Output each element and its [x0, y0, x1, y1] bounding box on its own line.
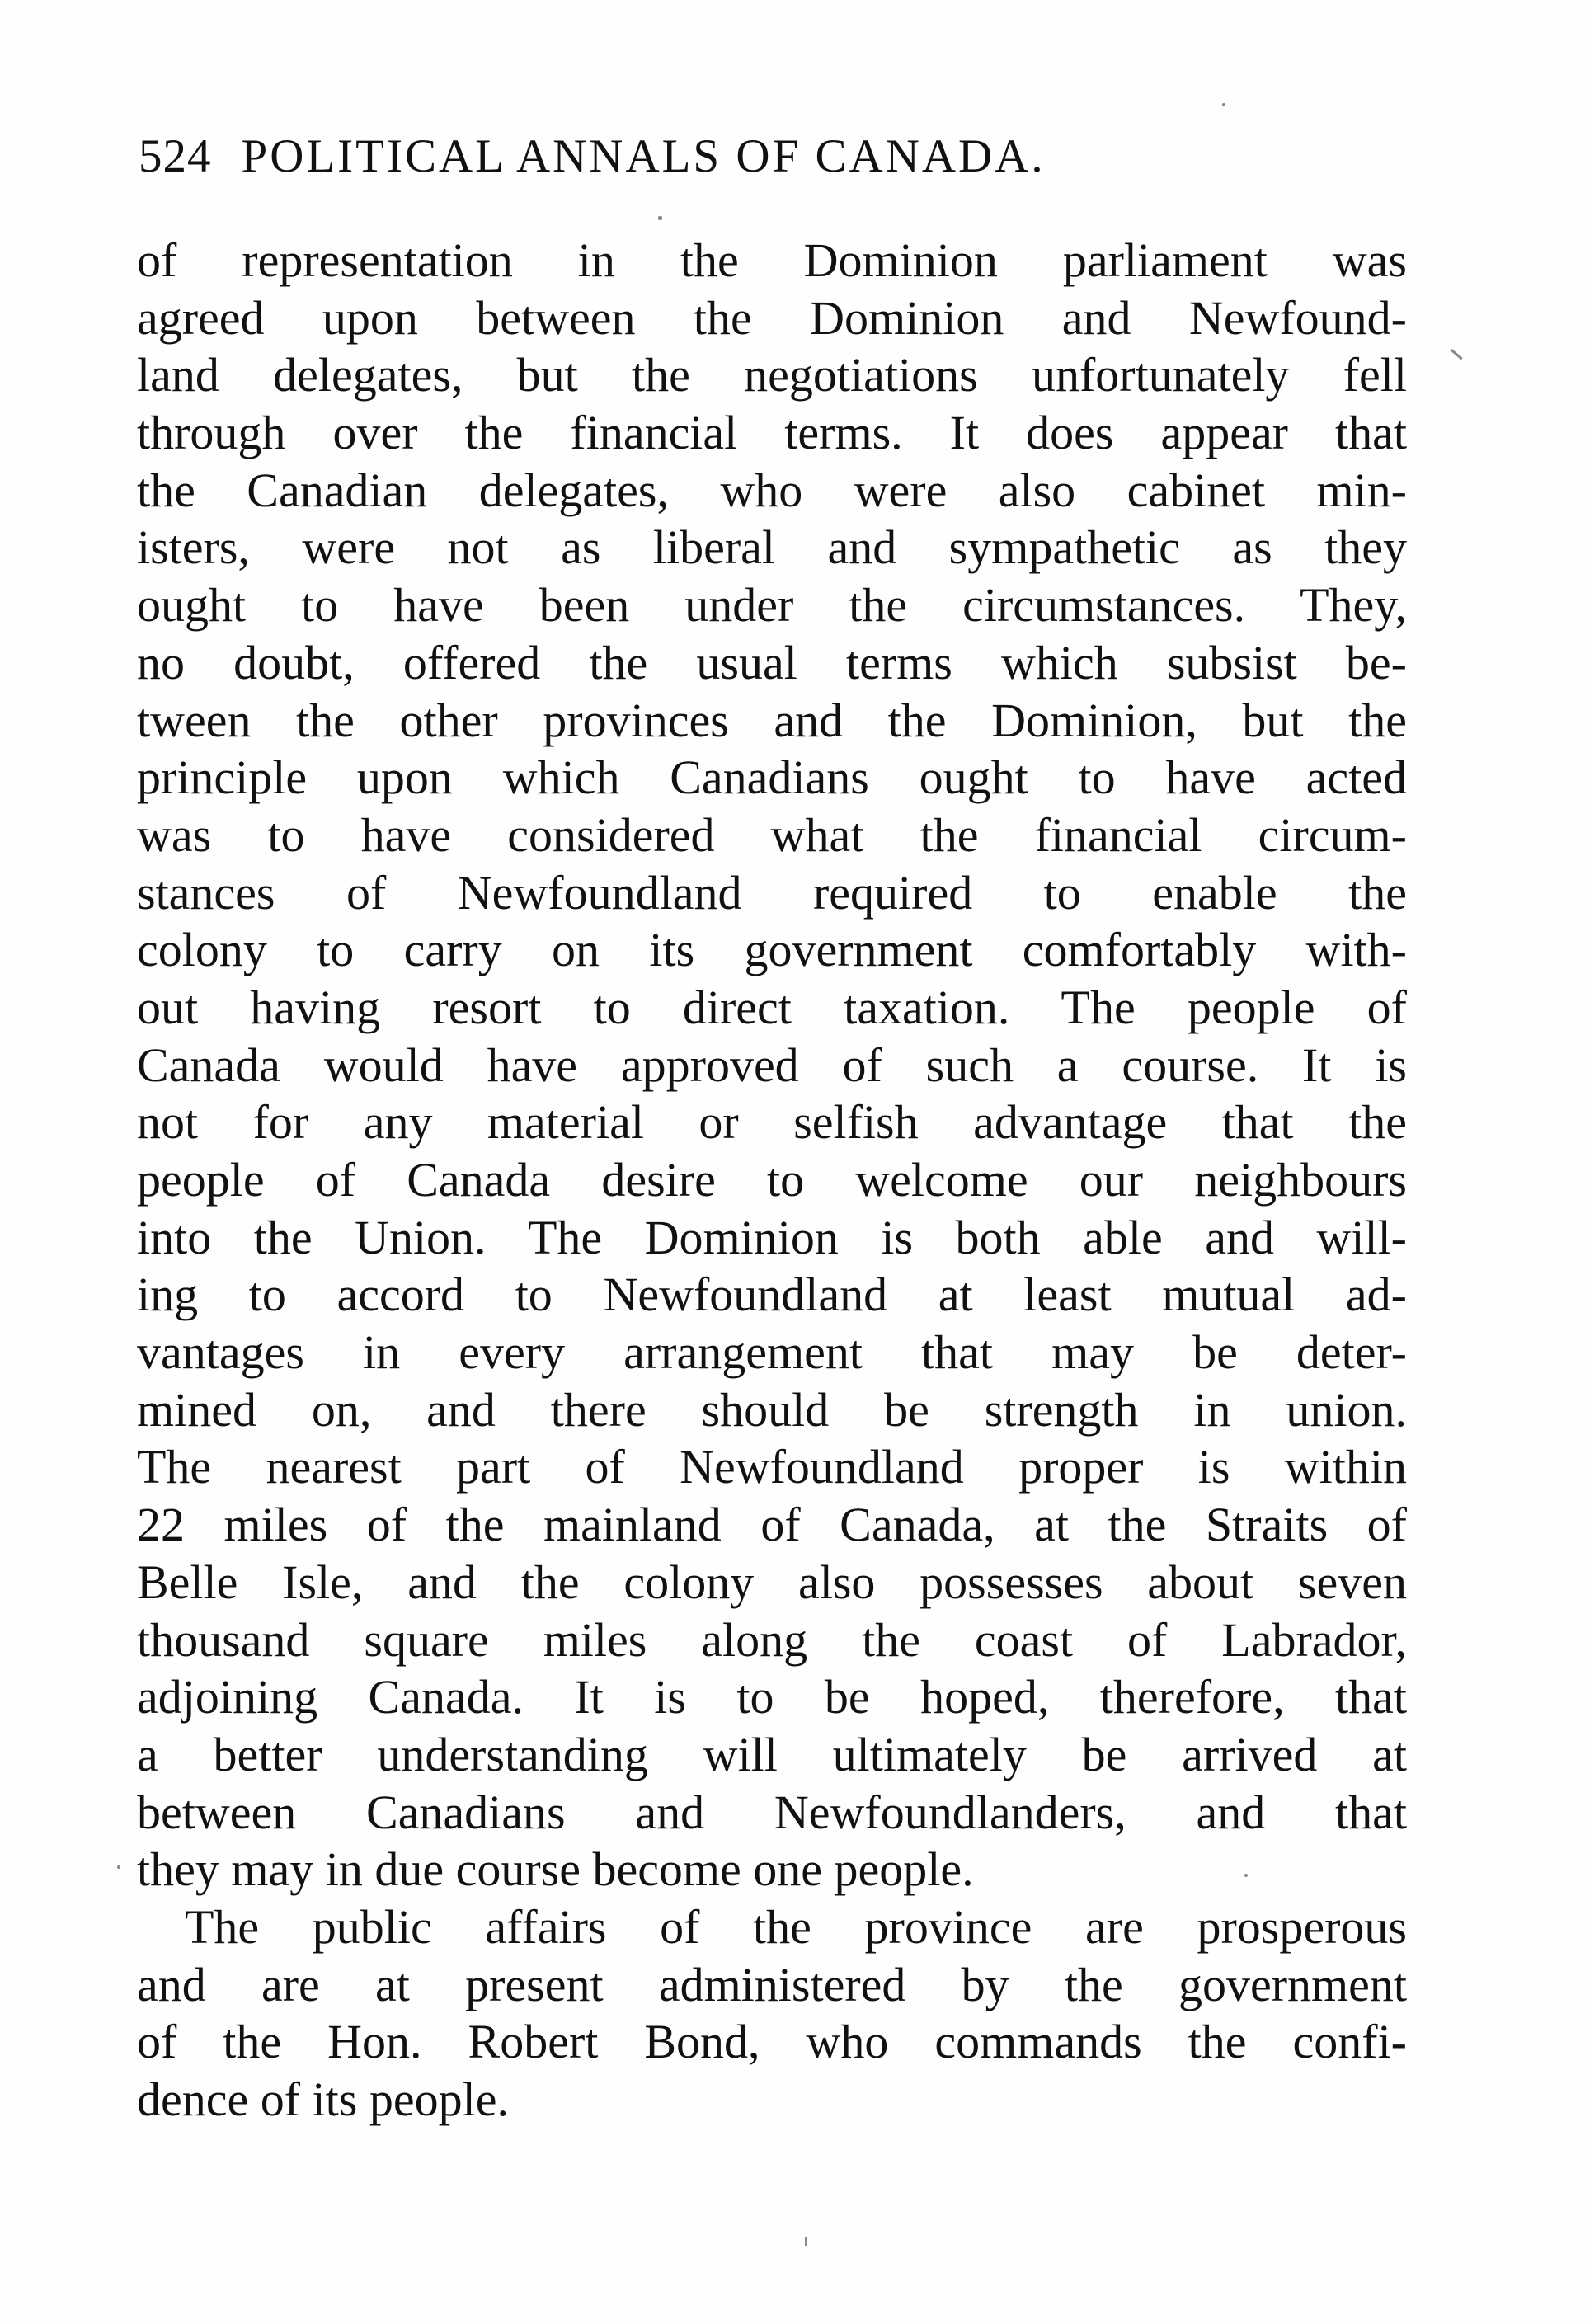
text-line: tween the other provinces and the Dominion, but the	[137, 693, 1407, 747]
text-line: dence of its people.	[137, 2072, 509, 2126]
text-line: through over the financial terms. It does appear that	[137, 406, 1407, 460]
text-line: mined on, and there should be strength in union.	[137, 1382, 1407, 1437]
text-line: people of Canada desire to welcome our neighbours	[137, 1153, 1407, 1207]
scan-speck	[117, 1865, 120, 1869]
running-head	[139, 124, 1409, 190]
scan-speck	[805, 2237, 807, 2246]
text-line: of the Hon. Robert Bond, who commands the confi-	[137, 2015, 1407, 2069]
text-line: not for any material or selfish advantage that the	[137, 1095, 1407, 1150]
text-line: out having resort to direct taxation. The people of	[137, 980, 1407, 1034]
running-title: POLITICAL ANNALS OF CANADA.	[241, 130, 1046, 182]
scan-speck	[1450, 349, 1463, 360]
text-line: of representation in the Dominion parliament was	[137, 233, 1407, 287]
text-line: principle upon which Canadians ought to have acted	[137, 750, 1407, 805]
text-line: the Canadian delegates, who were also cabinet min-	[137, 463, 1407, 517]
text-line: thousand square miles along the coast of Labrador,	[137, 1612, 1407, 1667]
text-line: ing to accord to Newfoundland at least mutual ad-	[137, 1268, 1407, 1322]
paragraph-1	[137, 232, 1407, 1898]
text-line: was to have considered what the financial circum-	[137, 807, 1407, 862]
body-text	[137, 232, 1407, 2129]
text-line: stances of Newfoundland required to enable the	[137, 865, 1407, 920]
text-line: colony to carry on its government comfortably with-	[137, 923, 1407, 977]
scan-speck	[1222, 103, 1225, 106]
paragraph-2	[137, 1898, 1407, 2129]
text-line: into the Union. The Dominion is both able and will-	[137, 1210, 1407, 1264]
text-line: a better understanding will ultimately be arrived at	[137, 1727, 1407, 1781]
text-line: 22 miles of the mainland of Canada, at the Straits of	[137, 1498, 1407, 1552]
text-line: vantages in every arrangement that may be deter-	[137, 1325, 1407, 1380]
text-line: they may in due course become one people.	[137, 1842, 974, 1897]
text-line: Canada would have approved of such a course. It is	[137, 1037, 1407, 1092]
text-line: isters, were not as liberal and sympathetic as they	[137, 520, 1407, 575]
text-line: Belle Isle, and the colony also possesses about seven	[137, 1555, 1407, 1609]
page-number: 524	[139, 130, 212, 182]
scan-speck	[658, 216, 662, 220]
text-line: The public affairs of the province are prosperous	[185, 1899, 1407, 1954]
text-line: agreed upon between the Dominion and Newfound-	[137, 290, 1407, 345]
text-line: ought to have been under the circumstances. They,	[137, 578, 1407, 633]
text-line: adjoining Canada. It is to be hoped, therefore, that	[137, 1670, 1407, 1724]
text-line: no doubt, offered the usual terms which subsist be-	[137, 635, 1407, 689]
scan-speck	[1244, 1874, 1248, 1877]
text-line: and are at present administered by the government	[137, 1957, 1407, 2011]
text-line: between Canadians and Newfoundlanders, and that	[137, 1785, 1407, 1839]
text-line: The nearest part of Newfoundland proper is within	[137, 1440, 1407, 1494]
text-line: land delegates, but the negotiations unfortunately fell	[137, 348, 1407, 402]
